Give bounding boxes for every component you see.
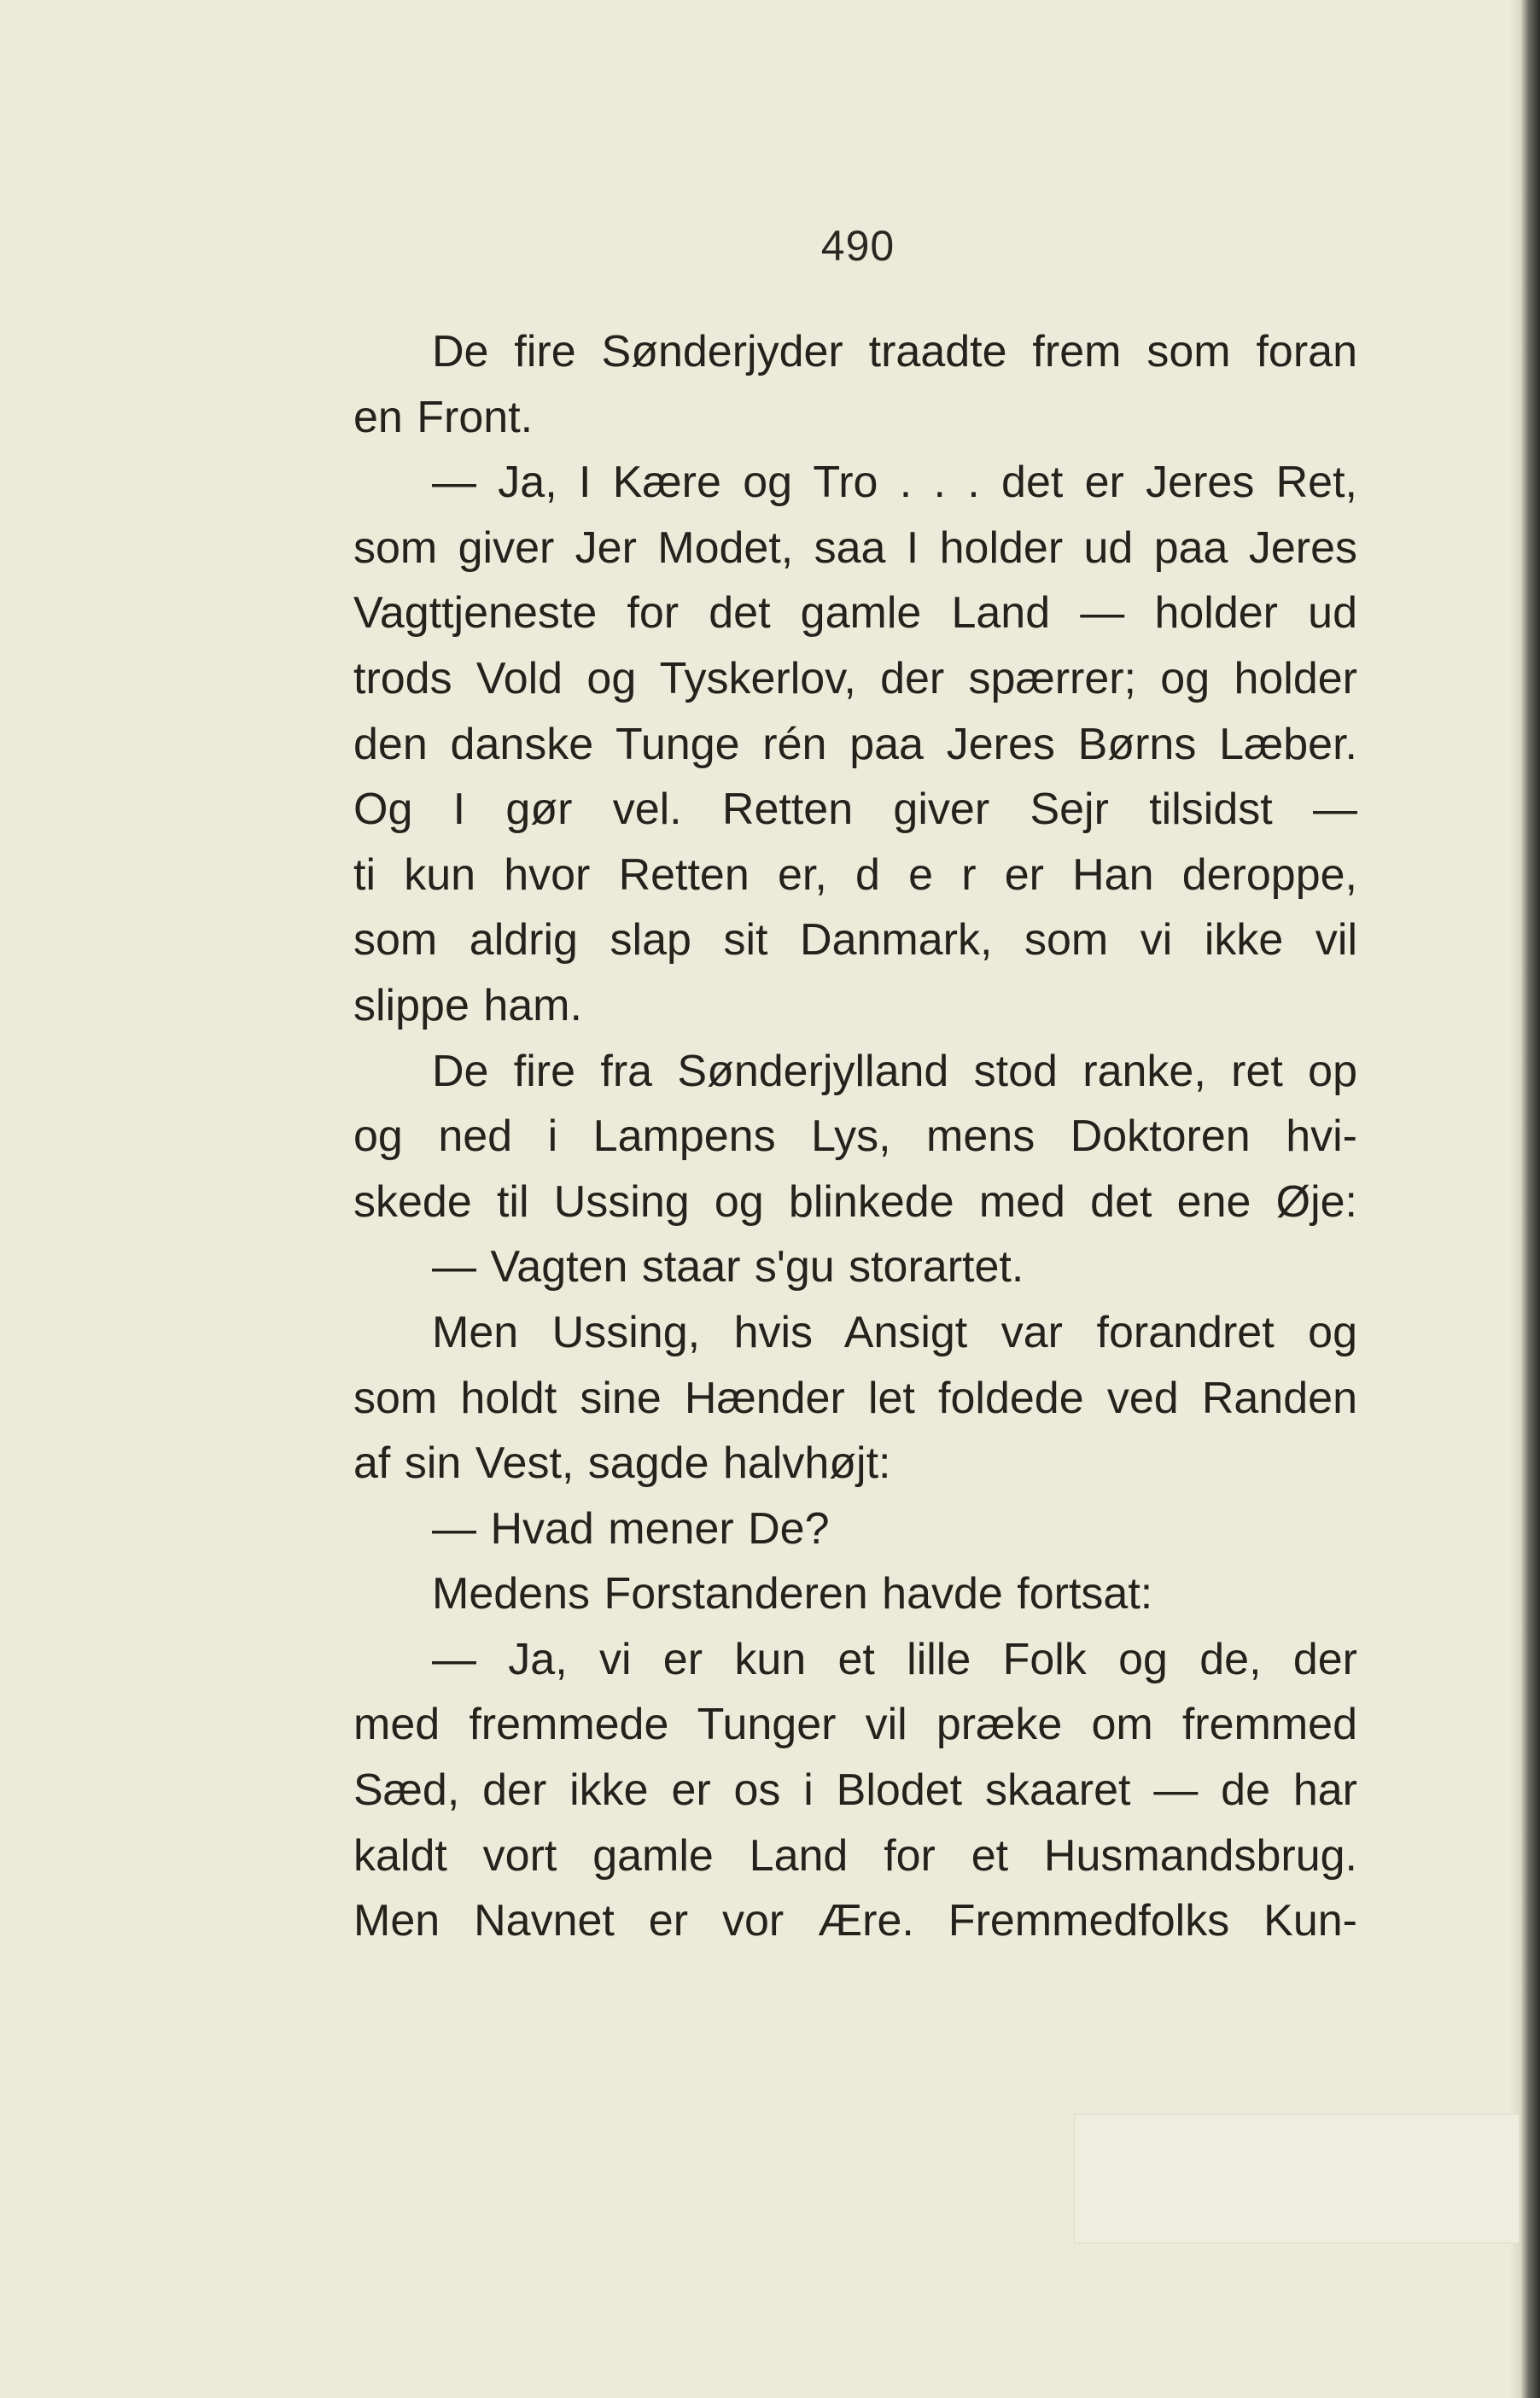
text-line: som giver Jer Modet, saa I holder ud paa Jeres — [353, 522, 1357, 573]
text-line: som aldrig slap sit Danmark, som vi ikke vil — [353, 915, 1357, 966]
text-line: den danske Tunge rén paa Jeres Børns Læber. — [353, 719, 1357, 769]
text-line: — Ja, I Kære og Tro . . . det er Jeres Ret, — [432, 458, 1357, 508]
text-line: Men Navnet er vor Ære. Fremmedfolks Kun- — [353, 1896, 1357, 1946]
text-line: — Ja, vi er kun et lille Folk og de, der — [432, 1634, 1357, 1684]
page-number: 490 — [820, 222, 895, 270]
text-line: trods Vold og Tyskerlov, der spærrer; og holder — [353, 653, 1357, 703]
page-edge-shadow — [1509, 0, 1521, 2398]
text-line: — Hvad mener De? — [432, 1503, 830, 1554]
text-line: — Vagten staar s'gu storartet. — [432, 1242, 1024, 1292]
text-line: kaldt vort gamle Land for et Husmandsbrug. — [353, 1830, 1357, 1881]
text-line: Men Ussing, hvis Ansigt var forandret og — [432, 1307, 1357, 1357]
text-line: en Front. — [353, 392, 534, 442]
text-line: slippe ham. — [353, 980, 582, 1030]
text-line: og ned i Lampens Lys, mens Doktoren hvi- — [353, 1111, 1357, 1162]
paper-label-mark — [1074, 2114, 1520, 2243]
text-line: som holdt sine Hænder let foldede ved Randen — [353, 1373, 1357, 1423]
text-line: Sæd, der ikke er os i Blodet skaaret — de har — [353, 1765, 1357, 1816]
text-line: De fire Sønderjyder traadte frem som foran — [432, 327, 1357, 376]
text-line: skede til Ussing og blinkede med det ene Øje: — [353, 1176, 1357, 1227]
book-binding-edge — [1521, 0, 1540, 2398]
text-line: De fire fra Sønderjylland stod ranke, ret op — [432, 1046, 1357, 1096]
text-line: Medens Forstanderen havde fortsat: — [432, 1569, 1153, 1619]
text-line: med fremmede Tunger vil præke om fremmed — [353, 1700, 1357, 1750]
text-line: Og I gør vel. Retten giver Sejr tilsidst — — [353, 785, 1357, 835]
text-line: af sin Vest, sagde halvhøjt: — [353, 1438, 891, 1489]
text-line: ti kun hvor Retten er, d e r er Han deroppe, — [353, 849, 1357, 900]
body-text — [353, 319, 1357, 1954]
text-line: Vagttjeneste for det gamle Land — holder ud — [353, 588, 1357, 639]
